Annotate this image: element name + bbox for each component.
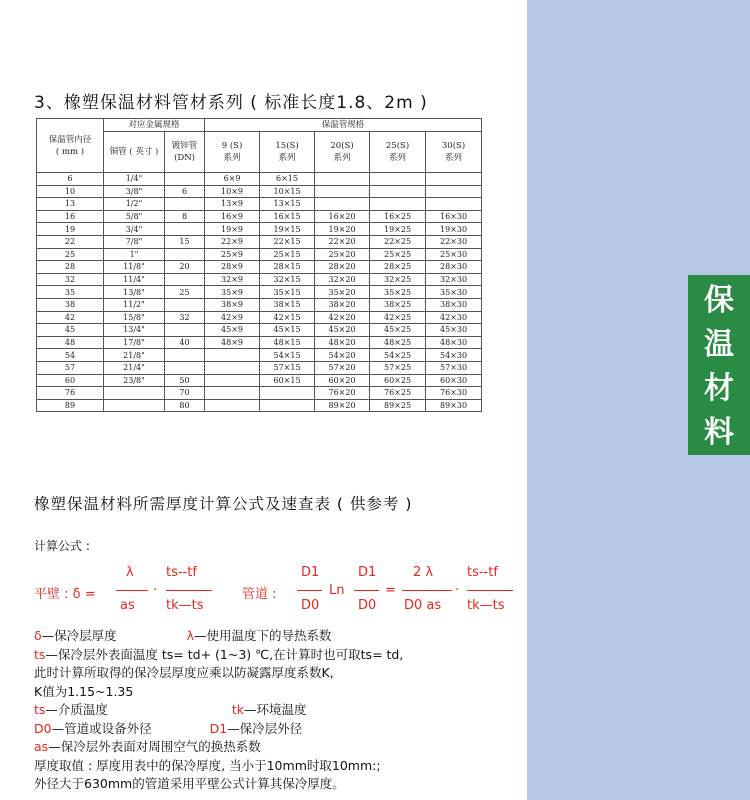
table-cell: 28×15	[260, 261, 315, 274]
table-cell: 16×20	[315, 210, 370, 223]
table-cell: 25×20	[315, 248, 370, 261]
table-cell: 10	[37, 185, 104, 198]
table-cell: 35×9	[205, 286, 260, 299]
table-cell: 45×25	[370, 324, 426, 337]
table-cell	[260, 387, 315, 400]
table-cell	[426, 173, 482, 186]
table-cell: 42×20	[315, 311, 370, 324]
table-cell: 15	[165, 235, 205, 248]
fraction-bar	[402, 590, 452, 591]
header-metal-spec: 对应金属规格	[104, 119, 205, 132]
table-cell: 89×25	[370, 399, 426, 412]
table-cell: 22	[37, 235, 104, 248]
table-cell	[370, 185, 426, 198]
table-cell: 89×20	[315, 399, 370, 412]
as-symbol: as	[120, 598, 135, 613]
table-cell: 38	[37, 298, 104, 311]
symbol-ts: ts	[34, 702, 46, 717]
table-cell: 89	[37, 399, 104, 412]
table-cell: 22×15	[260, 235, 315, 248]
table-cell: 45×9	[205, 324, 260, 337]
table-cell: 20	[165, 261, 205, 274]
table-cell: 19×15	[260, 223, 315, 236]
D0-symbol: D0	[301, 598, 320, 613]
table-cell: 16×25	[370, 210, 426, 223]
table-row	[37, 336, 482, 349]
table-cell	[165, 361, 205, 374]
table-cell	[315, 198, 370, 211]
table-cell	[370, 198, 426, 211]
table-cell: 13	[37, 198, 104, 211]
table-cell	[205, 374, 260, 387]
symbol-tk: tk	[231, 702, 245, 717]
formula-title: 橡塑保温材料所需厚度计算公式及速查表 ( 供参考 )	[34, 495, 413, 513]
table-cell	[165, 298, 205, 311]
header-inner-diameter-unit: ( mm )	[55, 146, 85, 157]
D0-as-symbol: D0 as	[404, 598, 442, 613]
header-series: 30(S) 系列	[426, 132, 482, 173]
ln-symbol: Ln	[329, 583, 345, 598]
table-cell: 28×20	[315, 261, 370, 274]
table-row	[37, 349, 482, 362]
table-cell: 25	[37, 248, 104, 261]
flat-wall-label: 平壁 : δ =	[34, 587, 96, 602]
table-cell: 40	[165, 336, 205, 349]
table-cell: 6	[37, 173, 104, 186]
side-tag-char: 料	[704, 415, 734, 450]
table-cell: 60	[37, 374, 104, 387]
table-cell: 32	[165, 311, 205, 324]
table-cell: 19×9	[205, 223, 260, 236]
dot-operator: ·	[455, 583, 460, 598]
table-cell: 3/8"	[104, 185, 165, 198]
table-cell: 5/8"	[104, 210, 165, 223]
table-cell: 54×15	[260, 349, 315, 362]
table-cell: 54×30	[426, 349, 482, 362]
table-cell: 13/8"	[104, 286, 165, 299]
desc-line	[34, 738, 504, 757]
table-cell: 6	[165, 185, 205, 198]
table-row	[37, 173, 482, 186]
desc-text: —保冷层外表面温度 ts= td+ (1~3) ℃,在计算时也可取ts= td,	[45, 646, 404, 662]
table-row	[37, 223, 482, 236]
table-cell: 48	[37, 336, 104, 349]
table-cell: 35×25	[370, 286, 426, 299]
desc-text: —管道或设备外径	[51, 720, 152, 736]
side-category-tag	[688, 275, 750, 455]
fraction-bar	[354, 590, 379, 591]
desc-text: —保冷层厚度	[41, 628, 117, 643]
table-cell: 28×9	[205, 261, 260, 274]
table-cell: 45×30	[426, 324, 482, 337]
table-cell: 35	[37, 286, 104, 299]
table-row	[37, 361, 482, 374]
D1-symbol: D1	[301, 565, 320, 580]
fraction-bar	[166, 590, 212, 591]
table-cell	[165, 248, 205, 261]
side-tag-char: 材	[704, 371, 734, 406]
tk-ts-text: tk—ts	[166, 598, 204, 613]
table-cell: 50	[165, 374, 205, 387]
table-cell: 7/8"	[104, 235, 165, 248]
table-cell: 42×25	[370, 311, 426, 324]
table-row	[37, 286, 482, 299]
header-series: 20(S) 系列	[315, 132, 370, 173]
table-cell: 28×25	[370, 261, 426, 274]
desc-line	[34, 646, 504, 665]
table-row	[37, 198, 482, 211]
header-inner-diameter	[37, 119, 104, 173]
table-cell: 60×30	[426, 374, 482, 387]
table-cell: 32×30	[426, 273, 482, 286]
table-cell	[205, 387, 260, 400]
table-cell: 32	[37, 273, 104, 286]
table-cell: 32×15	[260, 273, 315, 286]
table-cell: 42×30	[426, 311, 482, 324]
table-row	[37, 387, 482, 400]
table-cell: 13×15	[260, 198, 315, 211]
table-row	[37, 248, 482, 261]
table-cell	[165, 198, 205, 211]
fraction-bar	[116, 590, 148, 591]
header-copper: 铜管 ( 英寸 )	[104, 132, 165, 173]
table-cell: 3/4"	[104, 223, 165, 236]
table-cell: 22×30	[426, 235, 482, 248]
table-cell: 45×20	[315, 324, 370, 337]
desc-line	[34, 701, 504, 720]
table-cell: 25×30	[426, 248, 482, 261]
symbol-as: as	[34, 739, 49, 754]
table-row	[37, 273, 482, 286]
table-cell: 11/8"	[104, 261, 165, 274]
table-cell: 19×30	[426, 223, 482, 236]
table-cell: 6×15	[260, 173, 315, 186]
header-series: 9 (S) 系列	[205, 132, 260, 173]
table-cell: 10×9	[205, 185, 260, 198]
table-cell: 45	[37, 324, 104, 337]
table-row	[37, 185, 482, 198]
table-cell	[370, 173, 426, 186]
table-cell: 60×25	[370, 374, 426, 387]
table-cell: 60×20	[315, 374, 370, 387]
table-cell	[165, 349, 205, 362]
formula-description	[34, 627, 504, 794]
desc-text: —保冷层外径	[227, 720, 303, 736]
table-row	[37, 210, 482, 223]
table-row	[37, 235, 482, 248]
table-cell: 35×15	[260, 286, 315, 299]
table-cell	[104, 399, 165, 412]
table-cell: 48×15	[260, 336, 315, 349]
table-cell: 1/4"	[104, 173, 165, 186]
table-cell: 21/4"	[104, 361, 165, 374]
spec-table-body	[37, 173, 482, 412]
table-cell: 89×30	[426, 399, 482, 412]
D1-symbol: D1	[358, 565, 377, 580]
symbol-ts: ts	[34, 646, 46, 662]
table-cell	[205, 361, 260, 374]
table-row	[37, 374, 482, 387]
table-cell: 16×15	[260, 210, 315, 223]
table-cell: 23/8"	[104, 374, 165, 387]
pipe-spec-table	[36, 118, 482, 412]
header-insulation-spec: 保温管规格	[205, 119, 482, 132]
table-row	[37, 399, 482, 412]
table-cell: 19×20	[315, 223, 370, 236]
table-cell: 15/8"	[104, 311, 165, 324]
table-cell: 1"	[104, 248, 165, 261]
table-cell: 19	[37, 223, 104, 236]
table-cell: 42×15	[260, 311, 315, 324]
desc-line	[34, 720, 504, 739]
table-cell: 54×20	[315, 349, 370, 362]
table-cell: 38×30	[426, 298, 482, 311]
pipe-label: 管道 :	[242, 587, 277, 602]
desc-line: K值为1.15~1.35	[34, 683, 134, 699]
table-cell: 16×9	[205, 210, 260, 223]
header-series: 15(S) 系列	[260, 132, 315, 173]
table-cell: 57×20	[315, 361, 370, 374]
table-cell: 8	[165, 210, 205, 223]
table-cell: 76×30	[426, 387, 482, 400]
table-row	[37, 298, 482, 311]
table-cell: 16×30	[426, 210, 482, 223]
table-cell: 1/2"	[104, 198, 165, 211]
table-cell	[165, 324, 205, 337]
desc-text: —保冷层外表面对周围空气的换热系数	[48, 739, 261, 754]
table-cell: 38×25	[370, 298, 426, 311]
table-cell: 38×15	[260, 298, 315, 311]
table-cell: 19×25	[370, 223, 426, 236]
table-cell: 25	[165, 286, 205, 299]
table-row	[37, 311, 482, 324]
desc-line: 此时计算所取得的保冷层厚度应乘以防凝露厚度系数K,	[34, 665, 334, 680]
table-cell: 25×9	[205, 248, 260, 261]
ts-tf-text: ts--tf	[166, 565, 197, 580]
tk-ts-text: tk—ts	[467, 598, 505, 613]
fraction-bar	[297, 590, 322, 591]
table-cell	[165, 223, 205, 236]
side-tag-char: 温	[704, 327, 734, 362]
table-row	[37, 261, 482, 274]
header-inner-diameter-label: 保温管内径	[48, 134, 92, 145]
table-cell	[315, 173, 370, 186]
table-cell: 21/8"	[104, 349, 165, 362]
table-cell: 11/2"	[104, 298, 165, 311]
table-cell	[426, 198, 482, 211]
desc-line: 外径大于630mm的管道采用平壁公式计算其保冷厚度。	[34, 776, 345, 791]
table-cell: 35×30	[426, 286, 482, 299]
table-cell: 13/4"	[104, 324, 165, 337]
fraction-bar	[467, 590, 513, 591]
table-row	[37, 324, 482, 337]
table-cell: 54	[37, 349, 104, 362]
table-cell: 38×9	[205, 298, 260, 311]
table-cell: 17/8"	[104, 336, 165, 349]
two-lambda-symbol: 2 λ	[413, 565, 434, 580]
table-cell	[260, 399, 315, 412]
desc-text: —环境温度	[244, 702, 307, 717]
table-cell: 80	[165, 399, 205, 412]
D0-symbol: D0	[358, 598, 377, 613]
symbol-lambda: λ	[186, 628, 195, 643]
table-cell	[205, 349, 260, 362]
table-cell: 13×9	[205, 198, 260, 211]
side-tag-char: 保	[704, 283, 734, 318]
table-cell: 45×15	[260, 324, 315, 337]
table-cell: 48×25	[370, 336, 426, 349]
table-cell: 11/4"	[104, 273, 165, 286]
table-cell: 48×9	[205, 336, 260, 349]
symbol-D1: D1	[209, 720, 228, 736]
table-cell: 70	[165, 387, 205, 400]
table-cell: 76	[37, 387, 104, 400]
symbol-delta: δ	[34, 628, 42, 643]
table-cell: 60×15	[260, 374, 315, 387]
table-cell: 32×20	[315, 273, 370, 286]
symbol-D0: D0	[34, 720, 52, 736]
table-cell: 32×25	[370, 273, 426, 286]
table-cell: 48×30	[426, 336, 482, 349]
desc-line: 厚度取值 : 厚度用表中的保冷厚度, 当小于10mm时取10mm:;	[34, 757, 381, 773]
table-cell: 22×20	[315, 235, 370, 248]
table-cell: 57	[37, 361, 104, 374]
header-series: 25(S) 系列	[370, 132, 426, 173]
table-cell	[104, 387, 165, 400]
table-cell: 42	[37, 311, 104, 324]
desc-line	[34, 627, 504, 646]
table-cell: 25×15	[260, 248, 315, 261]
table-cell: 32×9	[205, 273, 260, 286]
table-cell: 6×9	[205, 173, 260, 186]
table-cell: 22×9	[205, 235, 260, 248]
dot-operator: ·	[153, 583, 158, 598]
table-cell: 57×25	[370, 361, 426, 374]
table-cell: 28×30	[426, 261, 482, 274]
calc-label: 计算公式 :	[34, 539, 90, 553]
table-cell: 28	[37, 261, 104, 274]
desc-text: —介质温度	[45, 702, 108, 717]
table-cell: 35×20	[315, 286, 370, 299]
table-cell: 57×15	[260, 361, 315, 374]
desc-text: —使用温度下的导热系数	[194, 628, 332, 643]
table-cell: 38×20	[315, 298, 370, 311]
table-cell	[165, 173, 205, 186]
table-cell	[205, 399, 260, 412]
table-cell: 25×25	[370, 248, 426, 261]
section-title: 3、橡塑保温材料管材系列 ( 标准长度1.8、2m )	[34, 93, 428, 113]
header-galvanized: 镀锌管 (DN)	[165, 132, 205, 173]
table-cell: 76×25	[370, 387, 426, 400]
table-cell: 57×30	[426, 361, 482, 374]
ts-tf-text: ts--tf	[467, 565, 498, 580]
lambda-symbol: λ	[126, 565, 134, 580]
table-cell: 10×15	[260, 185, 315, 198]
table-cell: 48×20	[315, 336, 370, 349]
table-cell: 42×9	[205, 311, 260, 324]
table-cell: 76×20	[315, 387, 370, 400]
table-cell	[426, 185, 482, 198]
table-cell: 54×25	[370, 349, 426, 362]
table-cell	[165, 273, 205, 286]
equals-sign: =	[385, 583, 396, 598]
table-cell	[315, 185, 370, 198]
table-cell: 16	[37, 210, 104, 223]
table-cell: 22×25	[370, 235, 426, 248]
